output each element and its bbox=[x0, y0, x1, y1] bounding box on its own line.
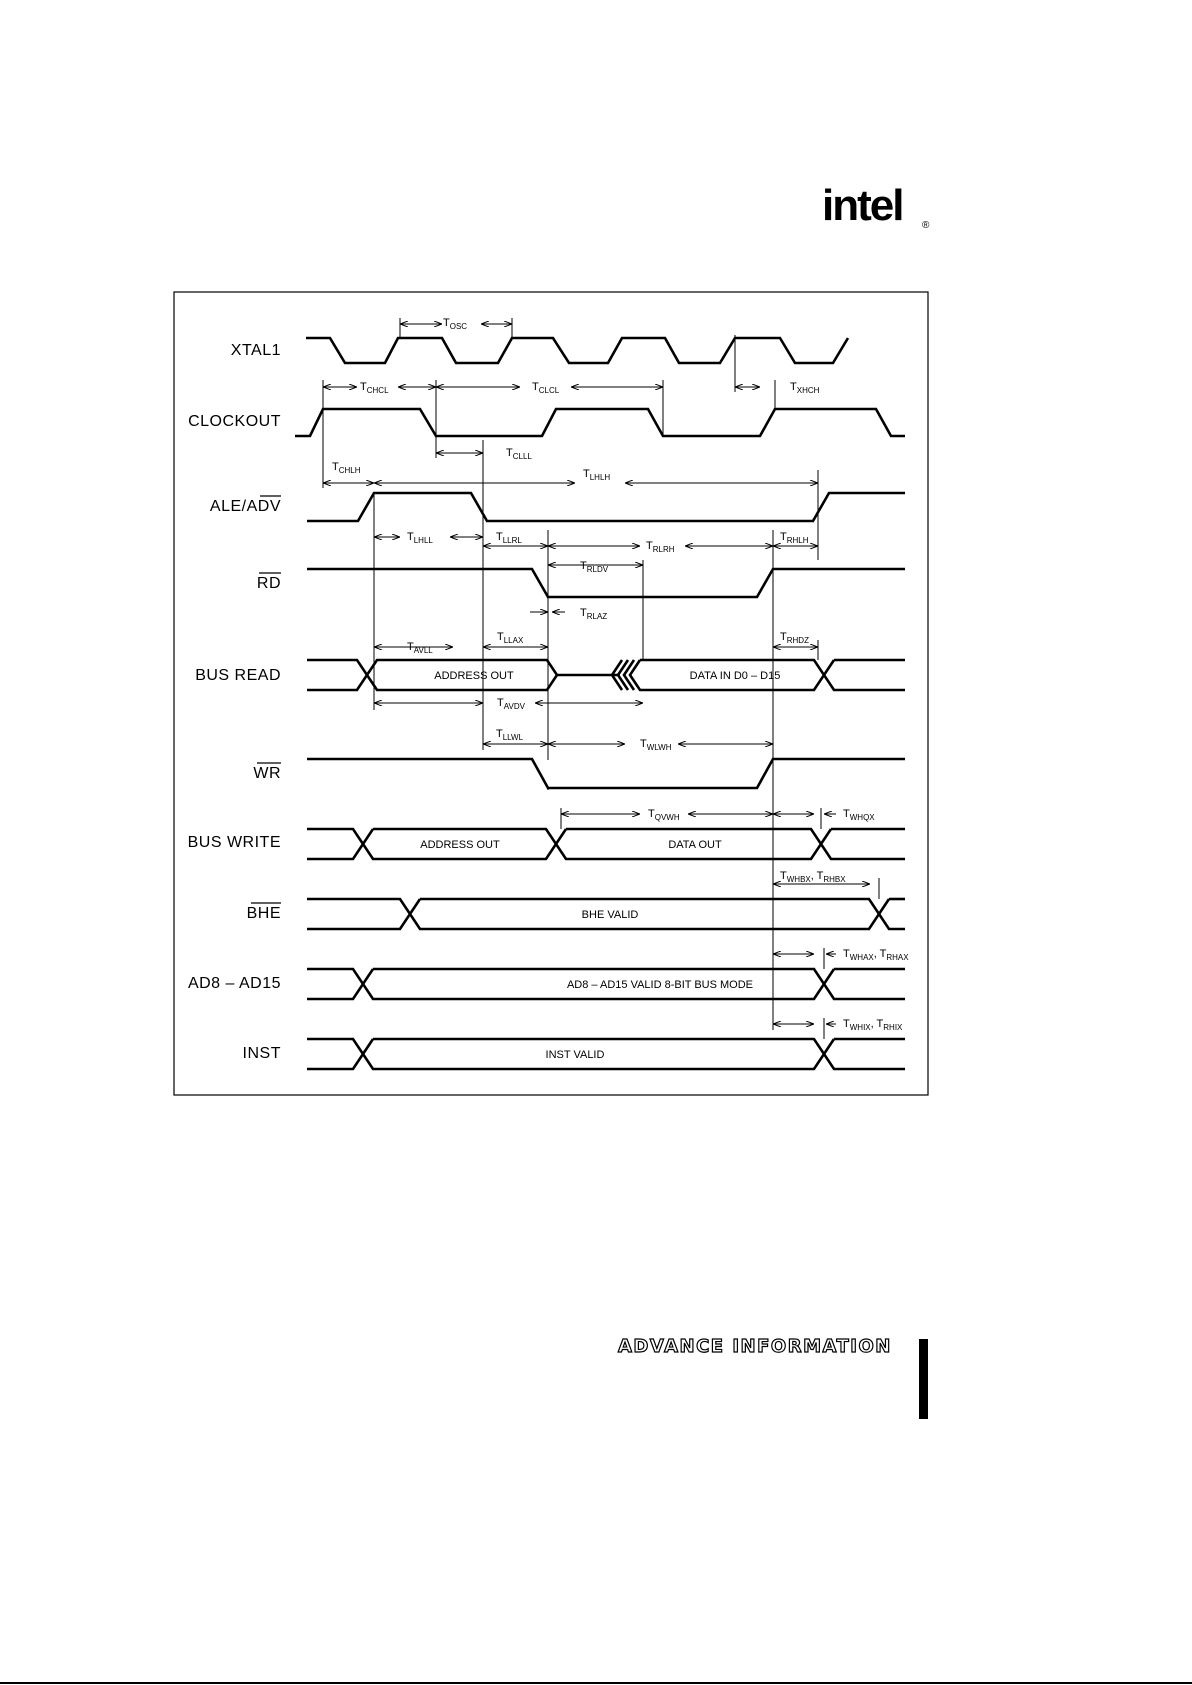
timing-tavdv: $T_{AVDV}$ bbox=[497, 697, 525, 711]
bus-read-address-label: ADDRESS OUT bbox=[434, 670, 514, 682]
timing-tclll: $T_{CLLL}$ bbox=[506, 447, 532, 461]
wr-waveform bbox=[307, 759, 905, 788]
timing-tqvwh: $T_{QVWH}$ bbox=[648, 808, 680, 822]
signal-label-xtal1: XTAL1 bbox=[230, 342, 281, 359]
timing-tavll: $T_{AVLL}$ bbox=[407, 641, 433, 655]
timing-txhch: $T_{XHCH}$ bbox=[790, 381, 820, 395]
timing-trlaz: $T_{RLAZ}$ bbox=[580, 607, 608, 621]
bus-write-address-label: ADDRESS OUT bbox=[420, 839, 500, 851]
timing-twhqx: $T_{WHQX}$ bbox=[843, 808, 875, 822]
side-marker-bar bbox=[919, 1339, 928, 1419]
signal-label-clockout: CLOCKOUT bbox=[188, 413, 281, 430]
inst-valid-label: INST VALID bbox=[545, 1049, 605, 1061]
timing-trhdz: $T_{RHDZ}$ bbox=[780, 631, 809, 645]
timing-tclcl: $T_{CLCL}$ bbox=[532, 381, 560, 395]
timing-tllwl: $T_{LLWL}$ bbox=[496, 728, 524, 742]
timing-tosc: $T_{OSC}$ bbox=[443, 317, 468, 331]
bottom-rule bbox=[0, 1682, 1192, 1684]
timing-tchcl: $T_{CHCL}$ bbox=[360, 381, 389, 395]
signal-label-ad8-ad15: AD8 – AD15 bbox=[187, 975, 281, 992]
bus-write-data-label: DATA OUT bbox=[668, 839, 722, 851]
signal-label-inst: INST bbox=[242, 1045, 281, 1062]
timing-trlrh: $T_{RLRH}$ bbox=[646, 540, 675, 554]
bus-write-waveform bbox=[307, 829, 905, 859]
timing-tlhll: $T_{LHLL}$ bbox=[407, 531, 433, 545]
signal-label-bus-read: BUS READ bbox=[195, 667, 281, 684]
timing-tchlh: $T_{CHLH}$ bbox=[332, 461, 361, 475]
timing-twhix-trhix: $T_{WHIX}$, $T_{RHIX}$ bbox=[843, 1018, 903, 1032]
signal-label-bus-write: BUS WRITE bbox=[187, 834, 281, 851]
timing-trhlh: $T_{RHLH}$ bbox=[780, 531, 809, 545]
logo-text: intel bbox=[822, 181, 903, 230]
clockout-waveform bbox=[295, 409, 905, 436]
bus-read-waveform bbox=[307, 660, 905, 690]
signal-label-wr: WR bbox=[253, 765, 281, 782]
ad-valid-label: AD8 – AD15 VALID 8-BIT BUS MODE bbox=[566, 979, 754, 991]
signal-label-bhe: BHE bbox=[246, 905, 281, 922]
inst-waveform bbox=[307, 1039, 905, 1069]
signal-label-rd: RD bbox=[256, 575, 281, 592]
timing-tllrl: $T_{LLRL}$ bbox=[496, 531, 522, 545]
timing-twlwh: $T_{WLWH}$ bbox=[640, 738, 672, 752]
bus-read-data-label: DATA IN D0 – D15 bbox=[689, 670, 781, 682]
timing-trldv: $T_{RLDV}$ bbox=[580, 560, 609, 574]
timing-twhax-trhax: $T_{WHAX}$, $T_{RHAX}$ bbox=[843, 948, 909, 962]
xtal1-waveform bbox=[306, 338, 848, 363]
bhe-valid-label: BHE VALID bbox=[581, 909, 639, 921]
ale-adv-waveform bbox=[307, 493, 905, 521]
signal-label-ale-adv: ALE/ADV bbox=[209, 498, 281, 515]
advance-information-footer: ADVANCE INFORMATION bbox=[618, 1336, 892, 1357]
logo-registered: ® bbox=[922, 220, 930, 231]
diagram-frame bbox=[174, 292, 928, 1095]
timing-tlhlh: $T_{LHLH}$ bbox=[583, 468, 611, 482]
timing-twhbx-trhbx: $T_{WHBX}$, $T_{RHBX}$ bbox=[780, 870, 846, 884]
timing-tllax: $T_{LLAX}$ bbox=[497, 631, 524, 645]
